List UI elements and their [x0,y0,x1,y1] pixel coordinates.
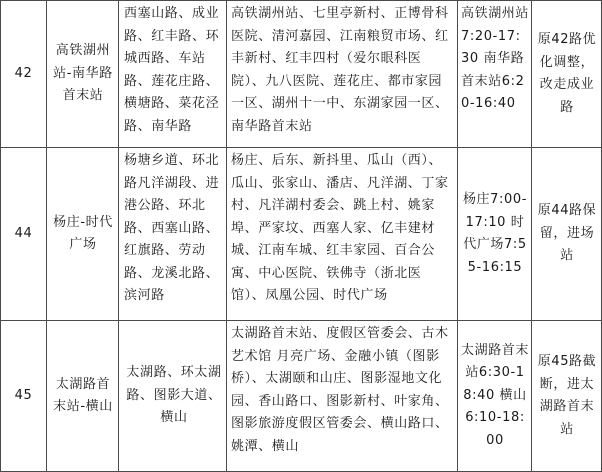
route-stops: 太湖路首末站、度假区管委会、古木艺术馆 月亮广场、金融小镇（图影桥）、太湖颐和山庄、图影湿地文化园、香山路口、图影新村、叶家角、图影旅游度假区管委会、横山路口、姚潭、横山 [231,326,449,454]
route-number: 45 [14,387,33,403]
route-hours: 杨庄7:00-17:10 时代广场7:55-16:15 [462,192,528,275]
route-name: 杨庄-时代广场 [53,214,113,252]
route-hours: 太湖路首末站6:30-18:40 横山6:10-18:00 [461,342,529,448]
route-note: 原44路保留，进场站 [537,203,597,264]
route-stops: 高铁湖州站、七里亭新村、正博骨科医院、清河嘉园、江南粮贸市场、红丰新村、红丰四村（爱尔眼科医院）、九八医院、莲花庄、都市家园一区、湖州十一中、东湖家园一区、南华路首末站 [231,6,449,134]
route-name: 高铁湖州站-南华路首末站 [53,43,113,104]
column-divider [118,0,119,472]
route-roads: 太湖路、环太湖路、图影大道、横山 [126,365,222,426]
route-note: 原42路优化调整，改走成业路 [537,32,597,115]
column-divider [531,0,532,472]
column-divider [46,0,47,472]
route-stops: 杨庄、后东、新抖里、瓜山（西）、瓜山、张家山、潘店、凡洋湖、丁家村、凡洋湖村委会、跳上村、姚家埠、严家坟、西塞人家、亿丰建材城、江南车城、红丰家园、百合公寓、中心医院、铁佛寺（浙北医馆）、凤凰公园、时代广场 [231,153,449,303]
route-note: 原45路截断，进太湖路首末站 [537,354,597,437]
route-number: 42 [14,65,33,81]
route-roads: 杨塘乡道、环北路凡洋湖段、进港公路、环北路、西塞山路、红旗路、劳动路、龙溪北路、滨河路 [124,153,220,303]
route-number: 44 [14,225,33,241]
route-hours: 高铁湖州站7:20-17:30 南华路首末站6:20-16:40 [461,6,529,111]
route-roads: 西塞山路、成业路、红丰路、环城西路、车站路、莲花庄路、横塘路、菜花泾路、南华路 [124,6,220,134]
column-divider [226,0,227,472]
column-divider [457,0,458,472]
route-name: 太湖路首末站-横山 [53,376,113,414]
